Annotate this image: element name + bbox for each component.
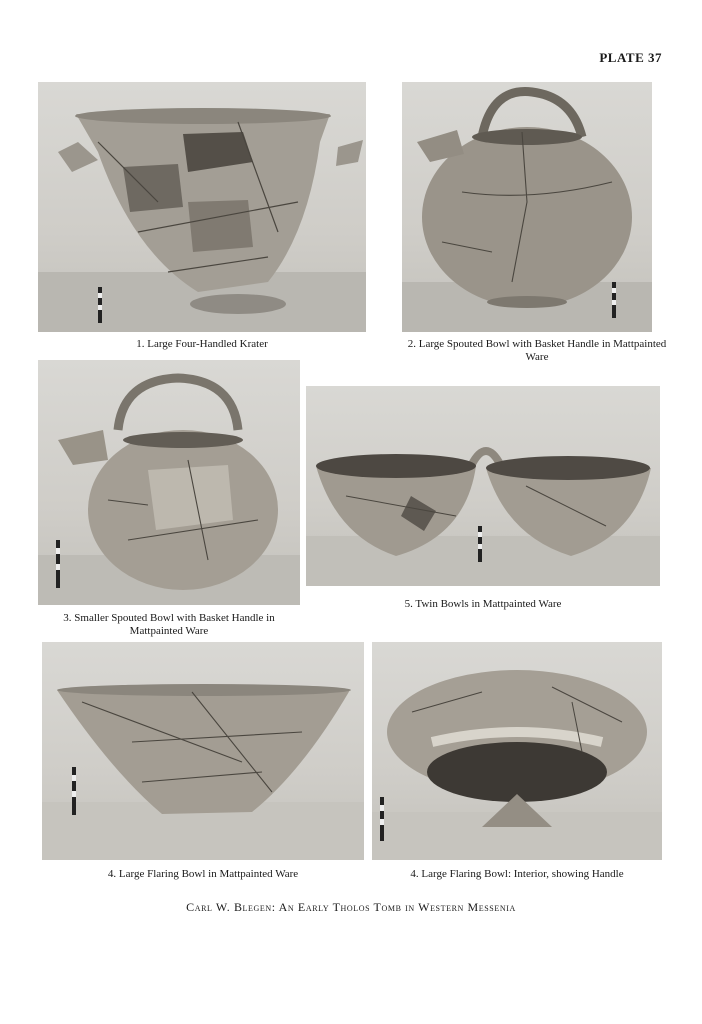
- caption-figure-1: 1. Large Four-Handled Krater: [136, 338, 268, 350]
- caption-figure-2: 2. Large Spouted Bowl with Basket Handle in Mattpainted Ware: [407, 338, 667, 363]
- twin-bowls-image: [306, 386, 660, 586]
- spouted-bowl-image: [402, 82, 652, 332]
- photo-large-flaring-bowl: [42, 642, 364, 860]
- interior-bowl-image: [372, 642, 662, 860]
- plate-number: PLATE 37: [599, 50, 662, 65]
- flaring-bowl-image: [42, 642, 364, 860]
- caption-figure-3: 3. Smaller Spouted Bowl with Basket Handle in Mattpainted Ware: [63, 612, 275, 637]
- caption-figure-5: 5. Twin Bowls in Mattpainted Ware: [404, 598, 562, 610]
- photo-large-spouted-bowl: [402, 82, 652, 332]
- smaller-bowl-image: [38, 360, 300, 605]
- photo-twin-bowls: [306, 386, 660, 586]
- photo-krater: [38, 82, 366, 332]
- photo-smaller-spouted-bowl: [38, 360, 300, 605]
- krater-image: [38, 82, 366, 332]
- caption-figure-4: 4. Large Flaring Bowl in Mattpainted Ware: [107, 868, 299, 880]
- caption-figure-4-interior: 4. Large Flaring Bowl: Interior, showing Handle: [410, 868, 624, 880]
- photo-flaring-bowl-interior: [372, 642, 662, 860]
- page-footer: Carl W. Blegen: An Early Tholos Tomb in Western Messenia: [186, 900, 516, 914]
